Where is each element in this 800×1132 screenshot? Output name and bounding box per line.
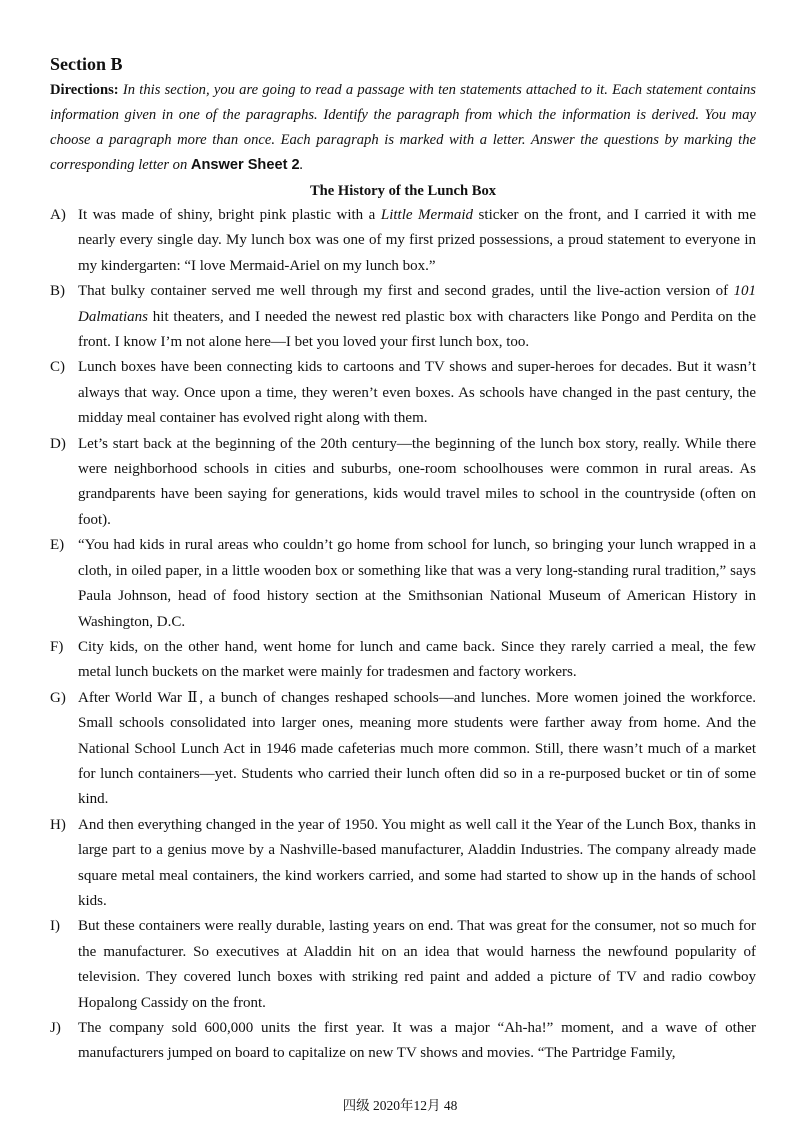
paragraph-text: It was made of shiny, bright pink plastic with a bbox=[78, 207, 381, 223]
page-footer: 四级 2020年12月 48 bbox=[342, 1098, 458, 1113]
paragraph-i bbox=[50, 914, 756, 1016]
paragraph-d bbox=[50, 432, 756, 534]
section-title: Section B bbox=[50, 54, 123, 74]
paragraph-text: But these containers were really durable, lasting years on end. That was great for the consumer, not so much for the manufacturer. So executives at Aladdin hit on an idea that would harness the newfound popularity of television. They covered lunch boxes with striking red paint and added a picture of TV and radio cowboy Hopalong Cassidy on the front. bbox=[78, 918, 756, 1011]
paragraph-c bbox=[50, 355, 756, 431]
answer-sheet-label: Answer Sheet 2 bbox=[190, 157, 300, 173]
paragraph-letter: C) bbox=[50, 359, 65, 376]
paragraph-text: The company sold 600,000 units the first year. It was a major “Ah-ha!” moment, and a wave of other manufacturers jumped on board to capitalize on new TV shows and movies. “The Partridge Family, bbox=[78, 1020, 756, 1062]
directions-end: . bbox=[299, 157, 304, 173]
paragraph-h bbox=[50, 813, 756, 915]
paragraph-letter: I) bbox=[50, 918, 60, 935]
paragraph-text: “You had kids in rural areas who couldn’t go home from school for lunch, so bringing your lunch wrapped in a cloth, in oiled paper, in a little wooden box or something like that was a very long-standing rural tradition,” says Paula Johnson, head of food history section at the Smithsonian National Museum of American History in Washington, D.C. bbox=[78, 537, 756, 630]
paragraph-text: After World War Ⅱ, a bunch of changes reshaped schools—and lunches. More women joined the workforce. Small schools consolidated into larger ones, meaning more students were farther away from home. And the National School Lunch Act in 1946 made cafeterias much more common. Still, there wasn’t much of a market for lunch containers—yet. Students who carried their lunch often did so in a re-purposed bucket or tin of some kind. bbox=[78, 689, 756, 808]
paragraph-b bbox=[50, 279, 756, 355]
directions-text: In this section, you are going to read a passage with ten statements attached to it. Each statement contains information given in one of the paragraphs. Identify the paragraph from which the information is derived. You may choose a paragraph more than once. Each paragraph is marked with a letter. Answer the questions by marking the corresponding letter on bbox=[50, 82, 756, 173]
paragraph-letter: H) bbox=[50, 816, 66, 833]
paragraph-letter: F) bbox=[50, 638, 64, 655]
paragraph-text: That bulky container served me well through my first and second grades, until the live-action version of bbox=[78, 283, 734, 300]
paragraph-text: Let’s start back at the beginning of the 20th century—the beginning of the lunch box story, really. While there were neighborhood schools in cities and suburbs, one-room schoolhouses were common in rural areas. As grandparents have been saying for generations, kids would travel miles to school in the countryside (often on foot). bbox=[78, 435, 756, 528]
paragraph-text: sticker on the front, and I carried it with me nearly every single day. My lunch box was one of my first prized possessions, a proud statement to everyone in my kindergarten: “I love Mermaid-Ariel on my lunch box.” bbox=[78, 207, 757, 274]
paragraph-e bbox=[50, 533, 756, 635]
paragraph-text: City kids, on the other hand, went home for lunch and came back. Since they rarely carried a meal, the few metal lunch buckets on the market were mainly for tradesmen and factory workers. bbox=[78, 638, 756, 681]
paragraph-text: hit theaters, and I needed the newest red plastic box with characters like Pongo and Perdita on the front. I know I’m not alone here—I bet you loved your first lunch box, too. bbox=[78, 308, 756, 351]
paragraph-text: And then everything changed in the year of 1950. You might as well call it the Year of the Lunch Box, thanks in large part to a genius move by a Nashville-based manufacturer, Aladdin Industries. The company already made square metal meal containers, the kind workers carried, and some had started to show up in the hands of school kids. bbox=[78, 816, 756, 909]
directions-label: Directions: bbox=[50, 82, 119, 98]
paragraph-text: Lunch boxes have been connecting kids to cartoons and TV shows and super-heroes for decades. But it wasn’t always that way. Once upon a time, they weren’t even boxes. As schools have changed in the past century, the midday meal container has evolved right along with them. bbox=[78, 359, 756, 427]
paragraph-letter: B) bbox=[50, 283, 65, 300]
paragraph-letter: J) bbox=[50, 1020, 61, 1036]
directions bbox=[50, 78, 756, 178]
paragraph-letter: D) bbox=[50, 435, 66, 452]
paragraph-letter: E) bbox=[50, 537, 65, 554]
paragraph-letter: G) bbox=[50, 689, 66, 706]
passage-title: The History of the Lunch Box bbox=[309, 183, 497, 199]
paragraph-f bbox=[50, 635, 756, 686]
paragraph-title-italic: Little Mermaid bbox=[380, 207, 474, 223]
paragraph-g bbox=[50, 686, 756, 813]
paragraph-a bbox=[50, 203, 756, 279]
paragraph-j bbox=[50, 1016, 756, 1067]
paragraph-title-italic: 101 Dalmatians bbox=[78, 283, 756, 325]
paragraph-letter: A) bbox=[50, 207, 66, 223]
